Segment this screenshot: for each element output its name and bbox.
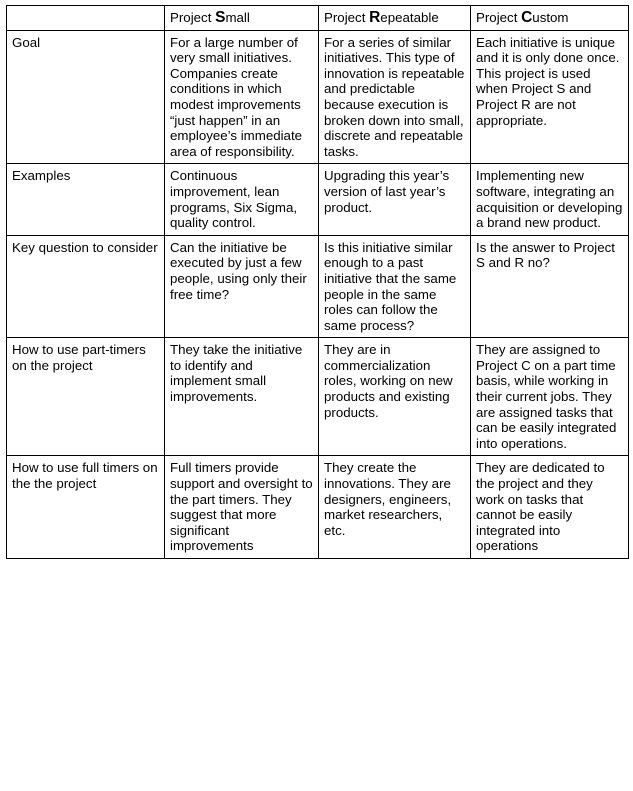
header-cell-blank bbox=[7, 6, 165, 31]
header-small-initial: S bbox=[215, 9, 226, 26]
cell-full-timers-custom: They are dedicated to the project and they work on tasks that cannot be easily integrated into operations bbox=[471, 456, 629, 559]
project-types-table bbox=[6, 5, 629, 559]
table-header-row bbox=[7, 6, 629, 31]
cell-part-timers-repeatable: They are in commercialization roles, working on new products and existing products. bbox=[319, 338, 471, 456]
table-row bbox=[7, 164, 629, 235]
header-small-suffix: mall bbox=[225, 10, 250, 25]
header-custom-initial: C bbox=[521, 9, 533, 26]
row-label-full-timers: How to use full timers on the the project bbox=[7, 456, 165, 559]
cell-goal-custom: Each initiative is unique and it is only done once. This project is used when Project S and Project R are not appropriate. bbox=[471, 30, 629, 164]
cell-part-timers-small: They take the initiative to identify and implement small improvements. bbox=[165, 338, 319, 456]
header-cell-small bbox=[165, 6, 319, 31]
cell-part-timers-custom: They are assigned to Project C on a part time basis, while working in their current jobs. They are assigned tasks that can be easily integrated into operations. bbox=[471, 338, 629, 456]
table-row bbox=[7, 30, 629, 164]
cell-examples-small: Continuous improvement, lean programs, Six Sigma, quality control. bbox=[165, 164, 319, 235]
cell-examples-repeatable: Upgrading this year’s version of last year’s product. bbox=[319, 164, 471, 235]
cell-goal-small: For a large number of very small initiatives. Companies create conditions in which modest improvements “just happen” in an employee’s immediate area of responsibility. bbox=[165, 30, 319, 164]
cell-key-question-small: Can the initiative be executed by just a few people, using only their free time? bbox=[165, 235, 319, 338]
header-repeatable-suffix: epeatable bbox=[380, 10, 439, 25]
cell-full-timers-small: Full timers provide support and oversight to the part timers. They suggest that more significant improvements bbox=[165, 456, 319, 559]
cell-examples-custom: Implementing new software, integrating an acquisition or developing a brand new product. bbox=[471, 164, 629, 235]
table-row bbox=[7, 338, 629, 456]
row-label-key-question: Key question to consider bbox=[7, 235, 165, 338]
row-label-examples: Examples bbox=[7, 164, 165, 235]
header-custom-suffix: ustom bbox=[532, 10, 569, 25]
header-small-prefix: Project bbox=[170, 10, 216, 25]
table-row bbox=[7, 456, 629, 559]
header-repeatable-prefix: Project bbox=[324, 10, 370, 25]
header-cell-repeatable bbox=[319, 6, 471, 31]
cell-full-timers-repeatable: They create the innovations. They are designers, engineers, market researchers, etc. bbox=[319, 456, 471, 559]
row-label-goal: Goal bbox=[7, 30, 165, 164]
cell-goal-repeatable: For a series of similar initiatives. This type of innovation is repeatable and predictable because execution is broken down into small, discrete and repeatable tasks. bbox=[319, 30, 471, 164]
header-custom-prefix: Project bbox=[476, 10, 522, 25]
row-label-part-timers: How to use part-timers on the project bbox=[7, 338, 165, 456]
header-cell-custom bbox=[471, 6, 629, 31]
table-row bbox=[7, 235, 629, 338]
cell-key-question-repeatable: Is this initiative similar enough to a past initiative that the same people in the same roles can follow the same process? bbox=[319, 235, 471, 338]
header-repeatable-initial: R bbox=[369, 9, 381, 26]
cell-key-question-custom: Is the answer to Project S and R no? bbox=[471, 235, 629, 338]
